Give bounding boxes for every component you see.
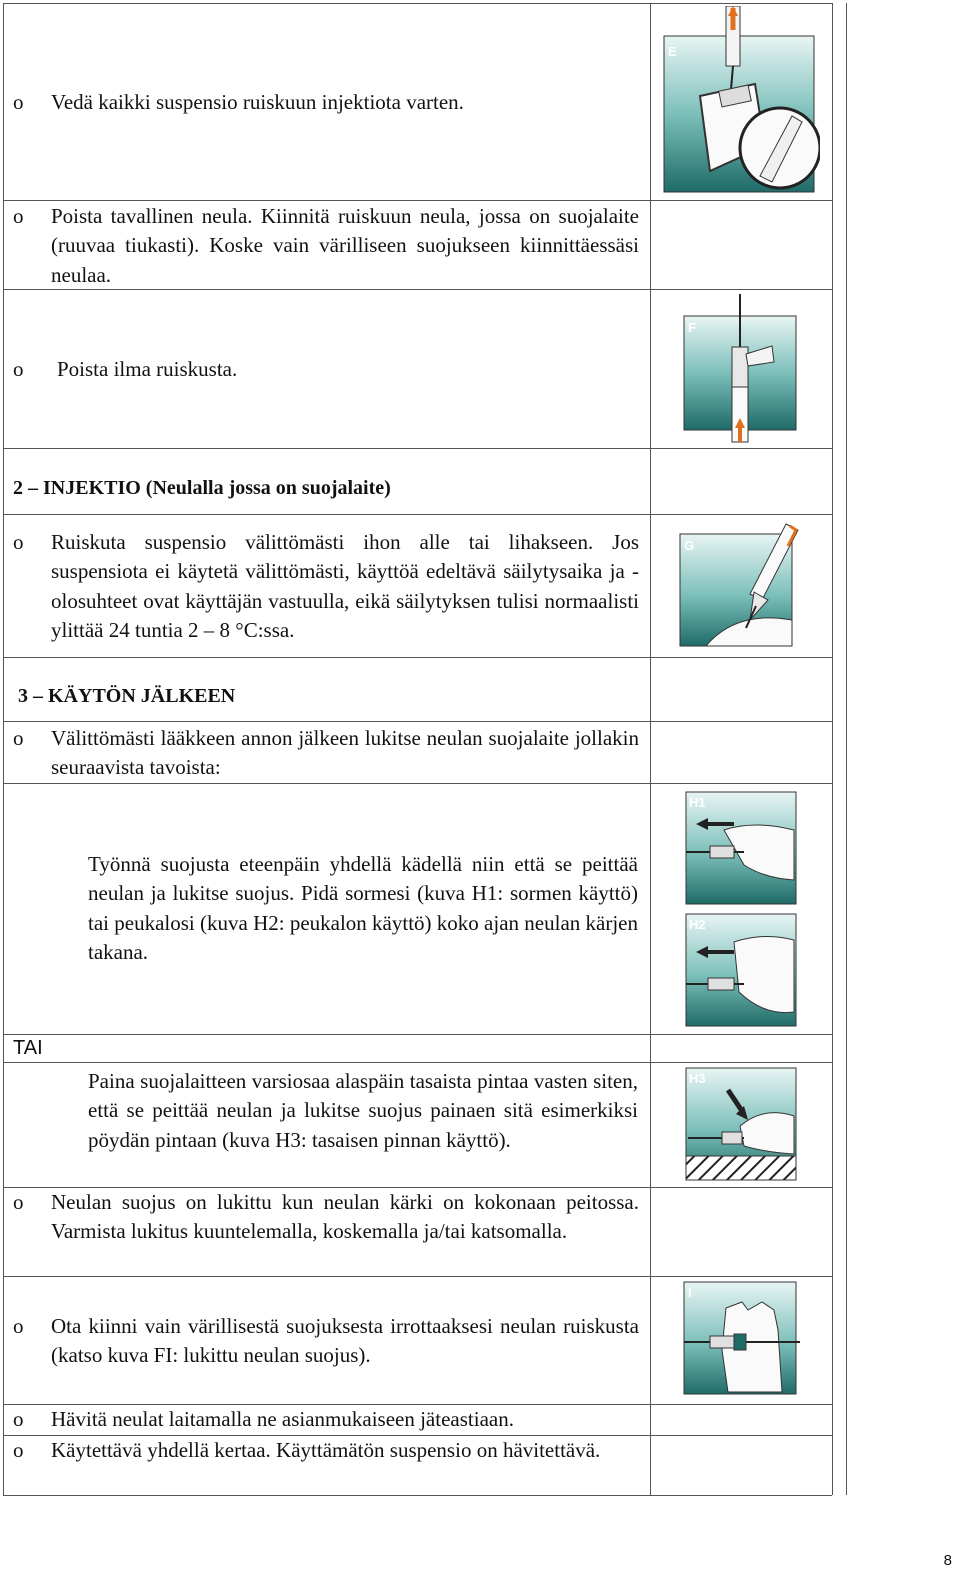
figure-label-h3: H3 [689,1071,706,1086]
table-middle-divider [650,3,651,1495]
bullet-marker: o [13,1190,24,1214]
row-divider [3,448,832,449]
row-divider [3,783,832,784]
row-divider [3,657,832,658]
bullet-marker: o [13,1438,24,1462]
bullet-marker: o [13,726,24,750]
row-divider [3,3,832,4]
bullet-marker: o [13,357,24,381]
step-draw-suspension: Vedä kaikki suspensio ruiskuun injektiota varten. [51,90,464,114]
figure-label-i: I [688,1285,692,1300]
table-left-border [3,3,4,1495]
step-remove-air: Poista ilma ruiskusta. [57,357,238,381]
step-verify-lock: Neulan suojus on lukittu kun neulan kärki on kokonaan peitossa. Varmista lukitus kuuntelemalla, koskemalla ja/tai katsomalla. [51,1190,639,1244]
figure-label-e: E [668,44,677,59]
section-heading-injection: 2 – INJEKTIO (Neulalla jossa on suojalaite) [13,477,391,499]
page-number: 8 [943,1552,952,1569]
bullet-marker: o [13,1407,24,1431]
figure-g-injection [676,520,816,650]
bullet-marker: o [13,1314,24,1338]
row-divider [3,200,832,201]
step-lock-guard: Välittömästi lääkkeen annon jälkeen lukitse neulan suojalaite jollakin seuraavista tavoista: [51,726,639,780]
row-divider [3,1276,832,1277]
step-remove-needle: Ota kiinni vain värillisestä suojuksesta irrottaaksesi neulan ruiskusta (katso kuva FI: lukittu neulan suojus). [51,1314,639,1368]
table-right-border [832,3,833,1495]
step-inject: Ruiskuta suspensio välittömästi ihon alle tai lihakseen. Jos suspensiota ei käytetä välittömästi, käyttöä edeltävä säilytysaika ja - olosuhteet ovat käyttäjän vastuulla, eikä säilytyksen tulisi normaalisti ylittää 24 tuntia 2 – 8 °C:ssa. [51,530,639,642]
figure-label-g: G [684,538,695,553]
figure-label-f: F [688,320,696,335]
figure-i-remove-needle [682,1280,802,1398]
bullet-marker: o [13,530,24,554]
figure-e-vial-syringe [660,6,820,196]
or-label: TAI [13,1037,43,1059]
figure-h3-surface-method [684,1066,800,1184]
figure-label-h1: H1 [689,795,706,810]
row-divider [3,1495,832,1496]
row-divider [3,514,832,515]
bullet-marker: o [13,204,24,228]
row-divider [3,1062,832,1063]
row-divider [3,1034,832,1035]
step-dispose-needles: Hävitä neulat laitamalla ne asianmukaiseen jäteastiaan. [51,1407,514,1431]
step-push-guard: Työnnä suojusta eteenpäin yhdellä kädellä niin että se peittää neulan ja lukitse suojus. Pidä sormesi (kuva H1: sormen käyttö) tai peukalosi (kuva H2: peukalon käyttö) koko ajan neulan kärjen takana. [88,852,638,964]
row-divider [3,721,832,722]
step-attach-needle: Poista tavallinen neula. Kiinnitä ruiskuun neula, jossa on suojalaite (ruuvaa tiukasti). Koske vain värilliseen suojukseen kiinnittäessäsi neulaa. [51,204,639,287]
step-press-surface: Paina suojalaitteen varsiosaa alaspäin tasaista pintaa vasten siten, että se peittää neulan ja lukitse suojus painaen sitä esimerkiksi pöydän pintaan (kuva H3: tasaisen pinnan käyttö). [88,1069,638,1152]
step-single-use: Käytettävä yhdellä kertaa. Käyttämätön suspensio on hävitettävä. [51,1438,601,1462]
bullet-marker: o [13,90,24,114]
figure-h1-finger-method [684,790,800,908]
figure-f-remove-air [680,292,800,444]
section-heading-after-use: 3 – KÄYTÖN JÄLKEEN [18,685,236,707]
figure-label-h2: H2 [689,917,706,932]
figure-h2-thumb-method [684,912,800,1030]
page-right-rule [846,3,847,1495]
